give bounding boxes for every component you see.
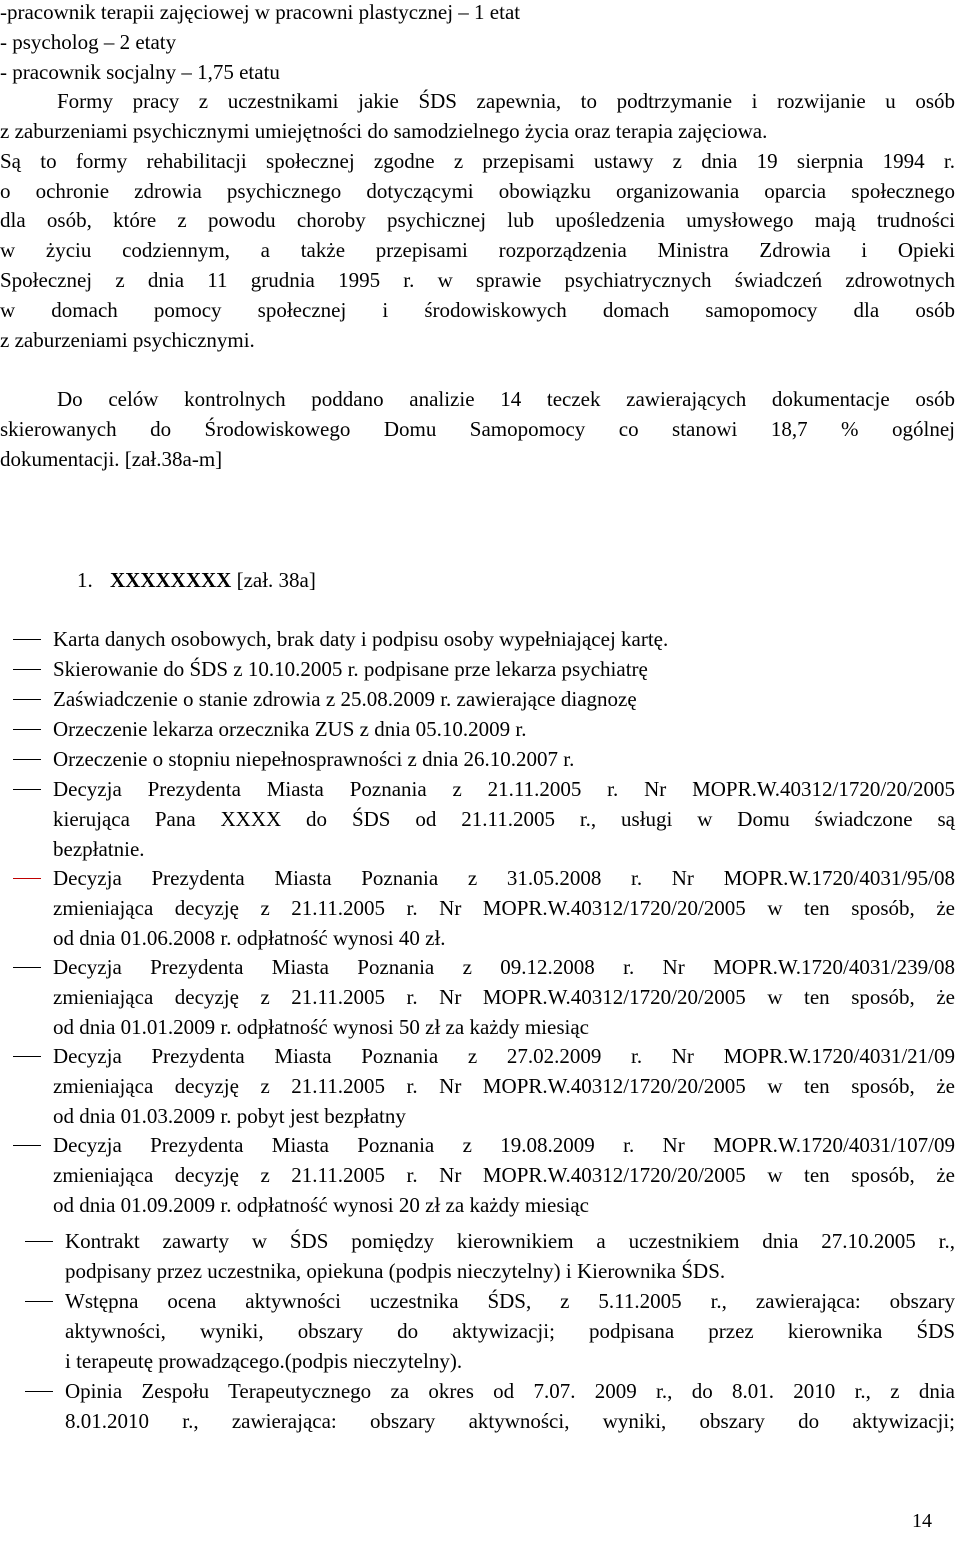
page-number: 14 — [912, 1510, 932, 1532]
dash-bullet-icon — [13, 759, 41, 760]
paragraph-line: z zaburzeniami psychicznymi umiejętności do samodzielnego życia oraz terapia zajęciowa. — [0, 119, 768, 143]
list-item-text: zmieniająca decyzję z 21.11.2005 r. Nr MOPR.W.40312/1720/20/2005 w ten sposób, że — [53, 985, 955, 1009]
staff-line: - pracownik socjalny – 1,75 etatu — [0, 60, 280, 84]
list-item-text: podpisany przez uczestnika, opiekuna (podpis nieczytelny) i Kierownika ŚDS. — [65, 1259, 726, 1283]
list-item-text: od dnia 01.03.2009 r. pobyt jest bezpłatny — [53, 1104, 406, 1128]
staff-line: - psycholog – 2 etaty — [0, 30, 177, 54]
list-item-text: Karta danych osobowych, brak daty i podpisu osoby wypełniającej kartę. — [53, 627, 669, 651]
list-item-text: Kontrakt zawarty w ŚDS pomiędzy kierownikiem a uczestnikiem dnia 27.10.2005 r., — [65, 1229, 955, 1253]
heading-ref: [zał. 38a] — [236, 568, 316, 592]
list-item-text: Decyzja Prezydenta Miasta Poznania z 09.12.2008 r. Nr MOPR.W.1720/4031/239/08 — [53, 955, 955, 979]
list-item-text: aktywności, wyniki, obszary do aktywizacji; podpisana przez kierownika ŚDS — [65, 1319, 955, 1343]
heading-name: XXXXXXXX — [110, 568, 232, 592]
list-item-text: Decyzja Prezydenta Miasta Poznania z 19.08.2009 r. Nr MOPR.W.1720/4031/107/09 — [53, 1133, 955, 1157]
list-item-text: i terapeutę prowadzącego.(podpis nieczytelny). — [65, 1349, 463, 1373]
paragraph-line: dla osób, które z powodu choroby psychicznej lub upośledzenia umysłowego mają trudności — [0, 208, 955, 232]
list-item-text: Wstępna ocena aktywności uczestnika ŚDS, z 5.11.2005 r., zawierająca: obszary — [65, 1289, 955, 1313]
dash-bullet-icon — [13, 729, 41, 730]
list-item-text: Skierowanie do ŚDS z 10.10.2005 r. podpisane prze lekarza psychiatrę — [53, 657, 648, 681]
dash-bullet-icon — [13, 669, 41, 670]
paragraph-line: skierowanych do Środowiskowego Domu Samopomocy co stanowi 18,7 % ogólnej — [0, 417, 955, 441]
staff-line: -pracownik terapii zajęciowej w pracowni plastycznej – 1 etat — [0, 0, 521, 24]
list-item-text: Orzeczenie lekarza orzecznika ZUS z dnia 05.10.2009 r. — [53, 717, 527, 741]
list-item-text: Zaświadczenie o stanie zdrowia z 25.08.2009 r. zawierające diagnozę — [53, 687, 637, 711]
list-item-text: od dnia 01.01.2009 r. odpłatność wynosi 50 zł za każdy miesiąc — [53, 1015, 589, 1039]
paragraph-line: z zaburzeniami psychicznymi. — [0, 328, 255, 352]
heading-number: 1. — [77, 568, 93, 592]
section-heading — [77, 565, 316, 595]
list-item-text: Decyzja Prezydenta Miasta Poznania z 31.05.2008 r. Nr MOPR.W.1720/4031/95/08 — [53, 866, 955, 890]
paragraph-line: w życiu codziennym, a także przepisami rozporządzenia Ministra Zdrowia i Opieki — [0, 238, 955, 262]
list-item-text: od dnia 01.06.2008 r. odpłatność wynosi 40 zł. — [53, 926, 446, 950]
list-item-text: Orzeczenie o stopniu niepełnosprawności z dnia 26.10.2007 r. — [53, 747, 575, 771]
list-item-text: Opinia Zespołu Terapeutycznego za okres od 7.07. 2009 r., do 8.01. 2010 r., z dnia — [65, 1379, 955, 1403]
paragraph-line: w domach pomocy społecznej i środowiskowych domach samopomocy dla osób — [0, 298, 955, 322]
paragraph-line: dokumentacji. [zał.38a-m] — [0, 447, 223, 471]
list-item-text: od dnia 01.09.2009 r. odpłatność wynosi 20 zł za każdy miesiąc — [53, 1193, 589, 1217]
dash-bullet-icon — [13, 1056, 41, 1057]
dash-bullet-icon — [13, 699, 41, 700]
dash-bullet-icon — [25, 1301, 53, 1302]
paragraph-line: Są to formy rehabilitacji społecznej zgodne z przepisami ustawy z dnia 19 sierpnia 1994 r. — [0, 149, 955, 173]
dash-bullet-icon — [13, 639, 41, 640]
dash-bullet-icon — [13, 878, 41, 879]
dash-bullet-icon — [25, 1391, 53, 1392]
paragraph-line: o ochronie zdrowia psychicznego dotyczącymi obowiązku organizowania oparcia społecznego — [0, 179, 955, 203]
list-item-text: kierująca Pana XXXX do ŚDS od 21.11.2005 r., usługi w Domu świadczone są — [53, 807, 955, 831]
dash-bullet-icon — [25, 1241, 53, 1242]
dash-bullet-icon — [13, 1145, 41, 1146]
list-item-text: zmieniająca decyzję z 21.11.2005 r. Nr MOPR.W.40312/1720/20/2005 w ten sposób, że — [53, 1163, 955, 1187]
paragraph-line: Do celów kontrolnych poddano analizie 14 teczek zawierających dokumentacje osób — [57, 387, 955, 411]
paragraph-line: Formy pracy z uczestnikami jakie ŚDS zapewnia, to podtrzymanie i rozwijanie u osób — [57, 89, 955, 113]
paragraph-line: Społecznej z dnia 11 grudnia 1995 r. w sprawie psychiatrycznych świadczeń zdrowotnych — [0, 268, 955, 292]
dash-bullet-icon — [13, 789, 41, 790]
dash-bullet-icon — [13, 967, 41, 968]
list-item-text: Decyzja Prezydenta Miasta Poznania z 21.11.2005 r. Nr MOPR.W.40312/1720/20/2005 — [53, 777, 955, 801]
list-item-text: zmieniająca decyzję z 21.11.2005 r. Nr MOPR.W.40312/1720/20/2005 w ten sposób, że — [53, 896, 955, 920]
list-item-text: zmieniająca decyzję z 21.11.2005 r. Nr MOPR.W.40312/1720/20/2005 w ten sposób, że — [53, 1074, 955, 1098]
list-item-text: Decyzja Prezydenta Miasta Poznania z 27.02.2009 r. Nr MOPR.W.1720/4031/21/09 — [53, 1044, 955, 1068]
list-item-text: 8.01.2010 r., zawierająca: obszary aktywności, wyniki, obszary do aktywizacji; — [65, 1409, 955, 1433]
list-item-text: bezpłatnie. — [53, 837, 145, 861]
